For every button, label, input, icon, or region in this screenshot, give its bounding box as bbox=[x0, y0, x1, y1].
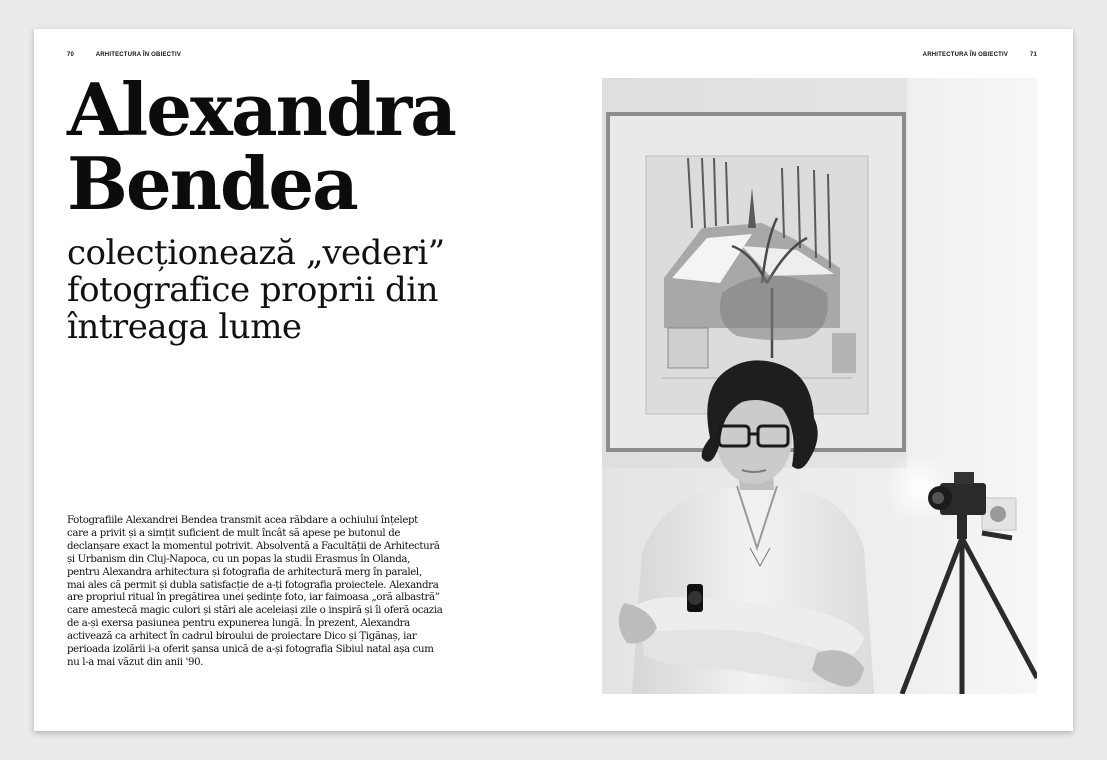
body-line: are propriul ritual în pregătirea unei ședințe foto, iar faimoasa „oră albastră” bbox=[67, 592, 440, 604]
body-line: care amestecă magic culori și stări ale aceleiași zile o inspiră și îi oferă ocazia bbox=[67, 605, 443, 617]
subtitle-line-2: fotografice proprii din bbox=[67, 270, 438, 310]
article-subtitle bbox=[67, 235, 567, 346]
body-line: Fotografiile Alexandrei Bendea transmit acea răbdare a ochiului înțelept bbox=[67, 515, 418, 526]
subtitle-line-1: colecționează „vederi” bbox=[67, 233, 445, 273]
body-line: de a-și exersa pasiunea pentru expunerea lungă. În prezent, Alexandra bbox=[67, 618, 410, 630]
subtitle-line-3: întreaga lume bbox=[67, 307, 302, 347]
article-body bbox=[67, 515, 507, 670]
body-line: care a privit și a simțit suficient de mult încât să apese pe butonul de bbox=[67, 527, 401, 539]
left-page-header bbox=[67, 52, 181, 58]
title-line-2: Bendea bbox=[67, 141, 357, 226]
title-line-1: Alexandra bbox=[67, 67, 455, 152]
right-page-number: 71 bbox=[1029, 52, 1037, 58]
portrait-illustration bbox=[602, 78, 1037, 694]
left-page-number: 70 bbox=[67, 52, 75, 58]
body-line: și Urbanism din Cluj-Napoca, cu un popas la studii Erasmus în Olanda, bbox=[67, 553, 411, 565]
left-running-title: ARHITECTURA ÎN OBIECTIV bbox=[95, 52, 182, 58]
body-line: perioada izolării i-a oferit șansa unică de a-și fotografia Sibiul natal așa cum bbox=[67, 644, 434, 656]
portrait-photo bbox=[602, 78, 1037, 694]
body-line: declanșare exact la momentul potrivit. Absolventă a Facultății de Arhitectură bbox=[67, 540, 440, 552]
body-line: nu l-a mai văzut din anii '90. bbox=[67, 656, 204, 668]
right-page-header bbox=[923, 52, 1037, 58]
article-title bbox=[67, 67, 567, 226]
magazine-spread bbox=[34, 29, 1073, 731]
right-running-title: ARHITECTURA ÎN OBIECTIV bbox=[922, 52, 1009, 58]
body-line: mai ales că permit și dubla satisfacție de a-ți fotografia proiectele. Alexandra bbox=[67, 579, 439, 591]
body-line: activează ca arhitect în cadrul biroului de proiectare Dico și Țigănaș, iar bbox=[67, 631, 417, 643]
body-line: pentru Alexandra arhitectura și fotografia de arhitectură merg în paralel, bbox=[67, 566, 422, 578]
